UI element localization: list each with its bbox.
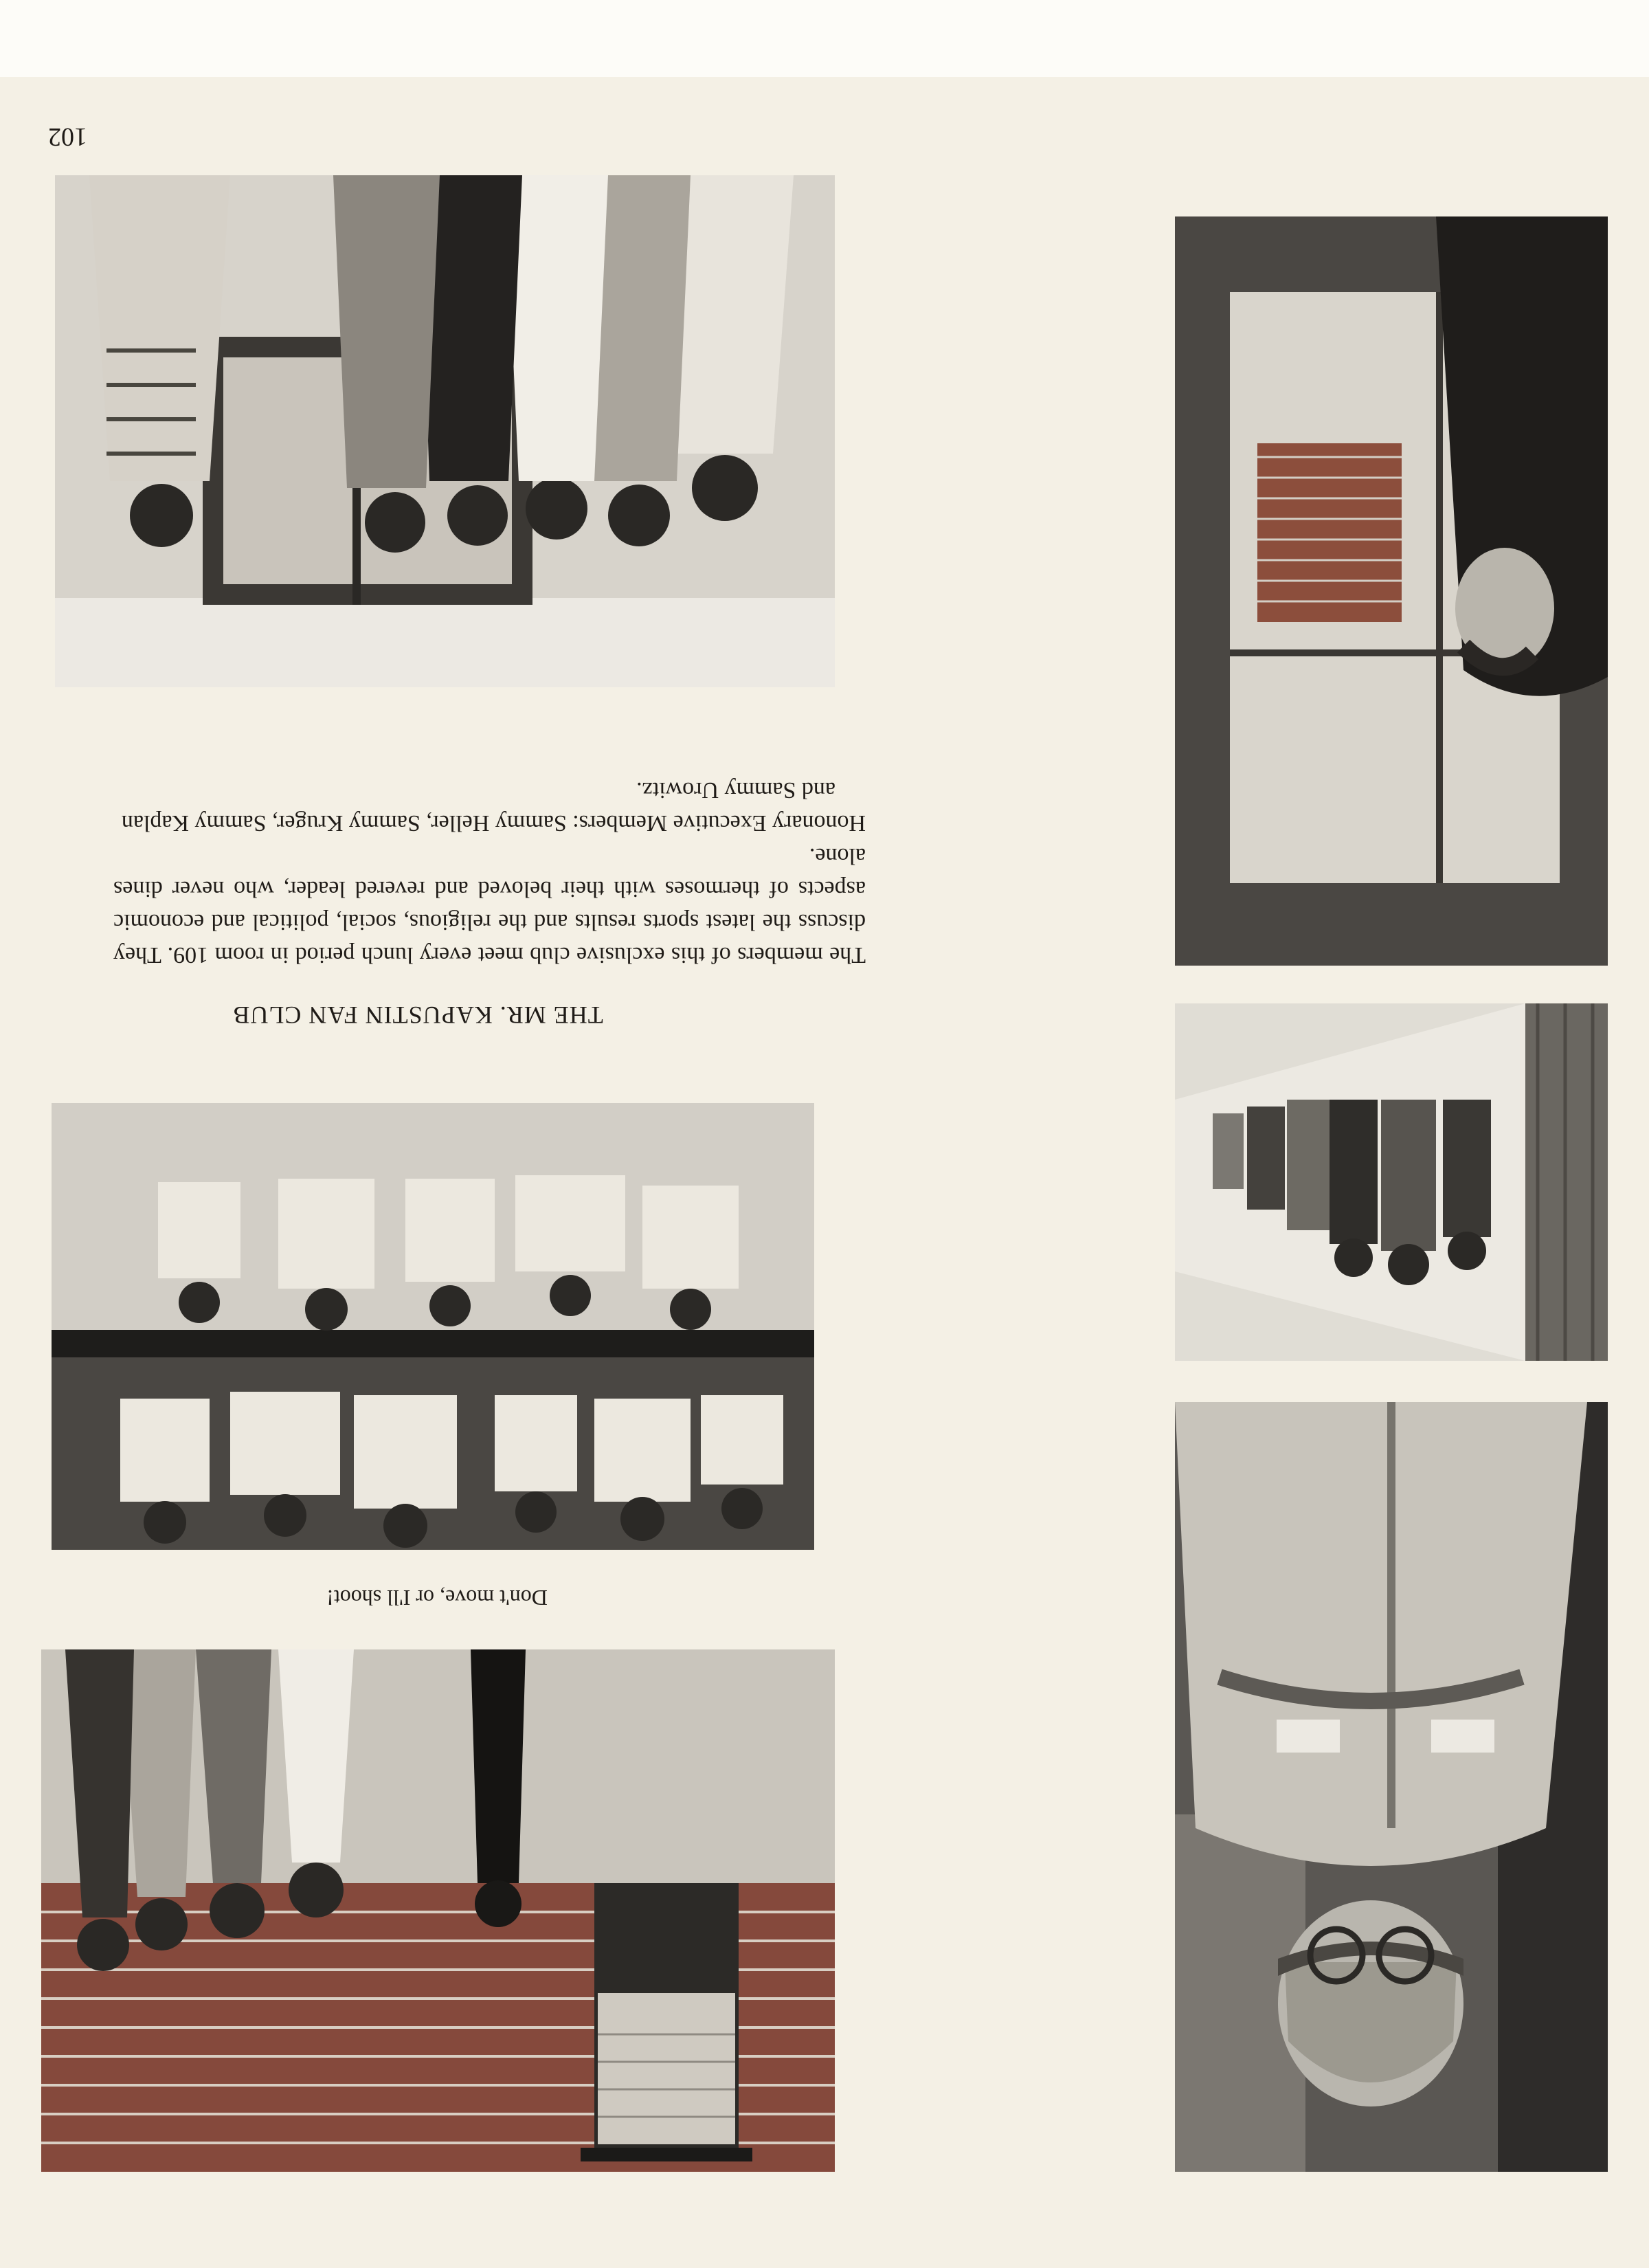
fan-club-members-paragraph: Hononary Executive Members: Sammy Heller, Sammy Kruger, Sammy Kaplan and Sammy Urowitz.	[121, 777, 866, 836]
fan-club-title: THE MR. KAPUSTIN FAN CLUB	[232, 1001, 603, 1029]
fan-club-description	[113, 753, 866, 971]
brick-wall-group-photo	[41, 1649, 835, 2172]
page-number: 102	[48, 122, 87, 151]
hallway-lockers-photo	[1175, 1003, 1608, 1361]
knit-hat-portrait-image	[1175, 1402, 1608, 2172]
window-corner-image	[1175, 216, 1608, 966]
fan-club-description-paragraph: The members of this exclusive club meet every lunch period in room 109. They discuss the latest sports results and the religious, social, political and economic aspects of thermoses with their beloved and revered leader, who never dines alone.	[113, 843, 866, 968]
newspaper-group-image	[52, 1103, 814, 1550]
newspaper-group-photo	[52, 1103, 814, 1550]
photo-caption-shoot: Don't move, or I'll shoot!	[326, 1586, 548, 1610]
fan-club-group-image	[55, 175, 835, 687]
hallway-lockers-image	[1175, 1003, 1608, 1361]
fan-club-group-photo	[55, 175, 835, 687]
window-corner-photo	[1175, 216, 1608, 966]
brick-wall-group-image	[41, 1649, 835, 2172]
knit-hat-portrait-photo	[1175, 1402, 1608, 2172]
